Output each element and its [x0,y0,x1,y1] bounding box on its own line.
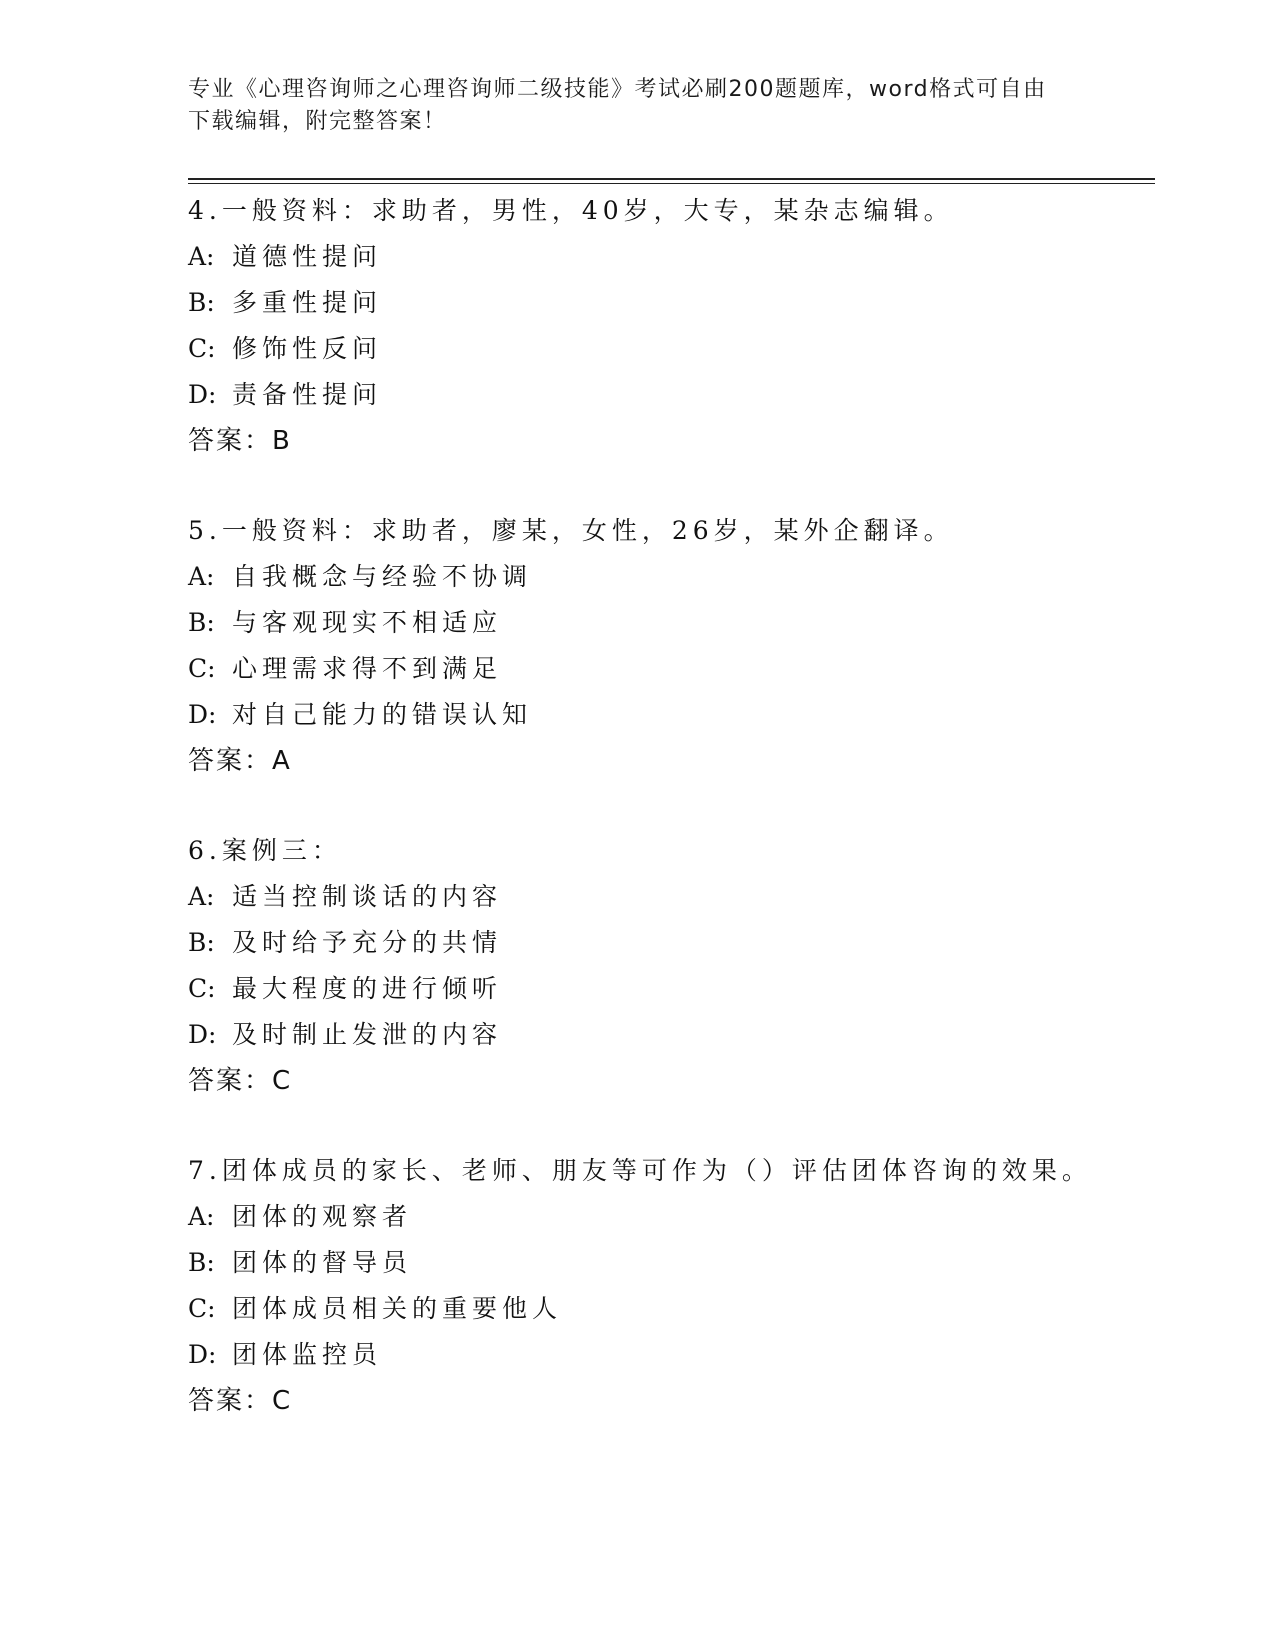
answer-line: 答案：B [188,426,292,456]
option-letter: C: [188,974,216,1003]
option-text: 适当控制谈话的内容 [232,882,503,911]
answer-line: 答案：C [188,1066,293,1096]
option-text: 团体监控员 [232,1340,383,1369]
option-a [188,1194,1148,1240]
option-b [188,1240,1148,1286]
option-letter: A: [188,242,215,271]
option-letter: D: [188,1340,217,1369]
option-text: 团体成员相关的重要他人 [232,1294,563,1323]
option-text: 责备性提问 [232,380,383,409]
header-divider-thick [188,178,1155,180]
option-letter: C: [188,654,216,683]
option-text: 团体的督导员 [232,1248,413,1277]
question-stem: 6.案例三： [188,836,342,865]
option-text: 团体的观察者 [232,1202,413,1231]
option-letter: B: [188,928,215,957]
option-c [188,326,1148,372]
question-stem: 7.团体成员的家长、老师、朋友等可作为（）评估团体咨询的效果。 [188,1156,1092,1185]
question-stem: 5.一般资料：求助者，廖某，女性，26岁，某外企翻译。 [188,516,954,545]
option-a [188,874,1148,920]
question-4 [188,188,1148,464]
option-text: 自我概念与经验不协调 [232,562,533,591]
option-letter: D: [188,380,217,409]
option-text: 与客观现实不相适应 [232,608,503,637]
option-letter: D: [188,1020,217,1049]
header-intro-text: 专业《心理咨询师之心理咨询师二级技能》考试必刷200题题库，word格式可自由下载编辑，附完整答案！ [188,77,1047,134]
option-letter: A: [188,882,215,911]
answer-line: 答案：A [188,746,292,776]
question-6 [188,828,1148,1104]
option-text: 心理需求得不到满足 [232,654,503,683]
option-b [188,280,1148,326]
option-text: 及时制止发泄的内容 [232,1020,503,1049]
option-letter: B: [188,288,215,317]
option-d [188,692,1148,738]
option-d [188,1012,1148,1058]
option-b [188,600,1148,646]
header-divider-thin [188,183,1155,184]
question-7 [188,1148,1148,1424]
option-c [188,966,1148,1012]
option-letter: C: [188,1294,216,1323]
option-a [188,234,1148,280]
option-b [188,920,1148,966]
option-text: 道德性提问 [232,242,383,271]
option-letter: A: [188,1202,215,1231]
option-letter: C: [188,334,216,363]
option-text: 多重性提问 [232,288,383,317]
option-c [188,1286,1148,1332]
question-stem: 4.一般资料：求助者，男性，40岁，大专，某杂志编辑。 [188,196,954,225]
option-letter: D: [188,700,217,729]
option-d [188,372,1148,418]
question-5 [188,508,1148,784]
option-letter: B: [188,608,215,637]
answer-line: 答案：C [188,1386,293,1416]
option-c [188,646,1148,692]
option-d [188,1332,1148,1378]
option-letter: A: [188,562,215,591]
option-text: 及时给予充分的共情 [232,928,503,957]
option-text: 对自己能力的错误认知 [232,700,533,729]
option-a [188,554,1148,600]
option-text: 最大程度的进行倾听 [232,974,503,1003]
option-letter: B: [188,1248,215,1277]
option-text: 修饰性反问 [232,334,383,363]
document-header [188,74,1068,138]
